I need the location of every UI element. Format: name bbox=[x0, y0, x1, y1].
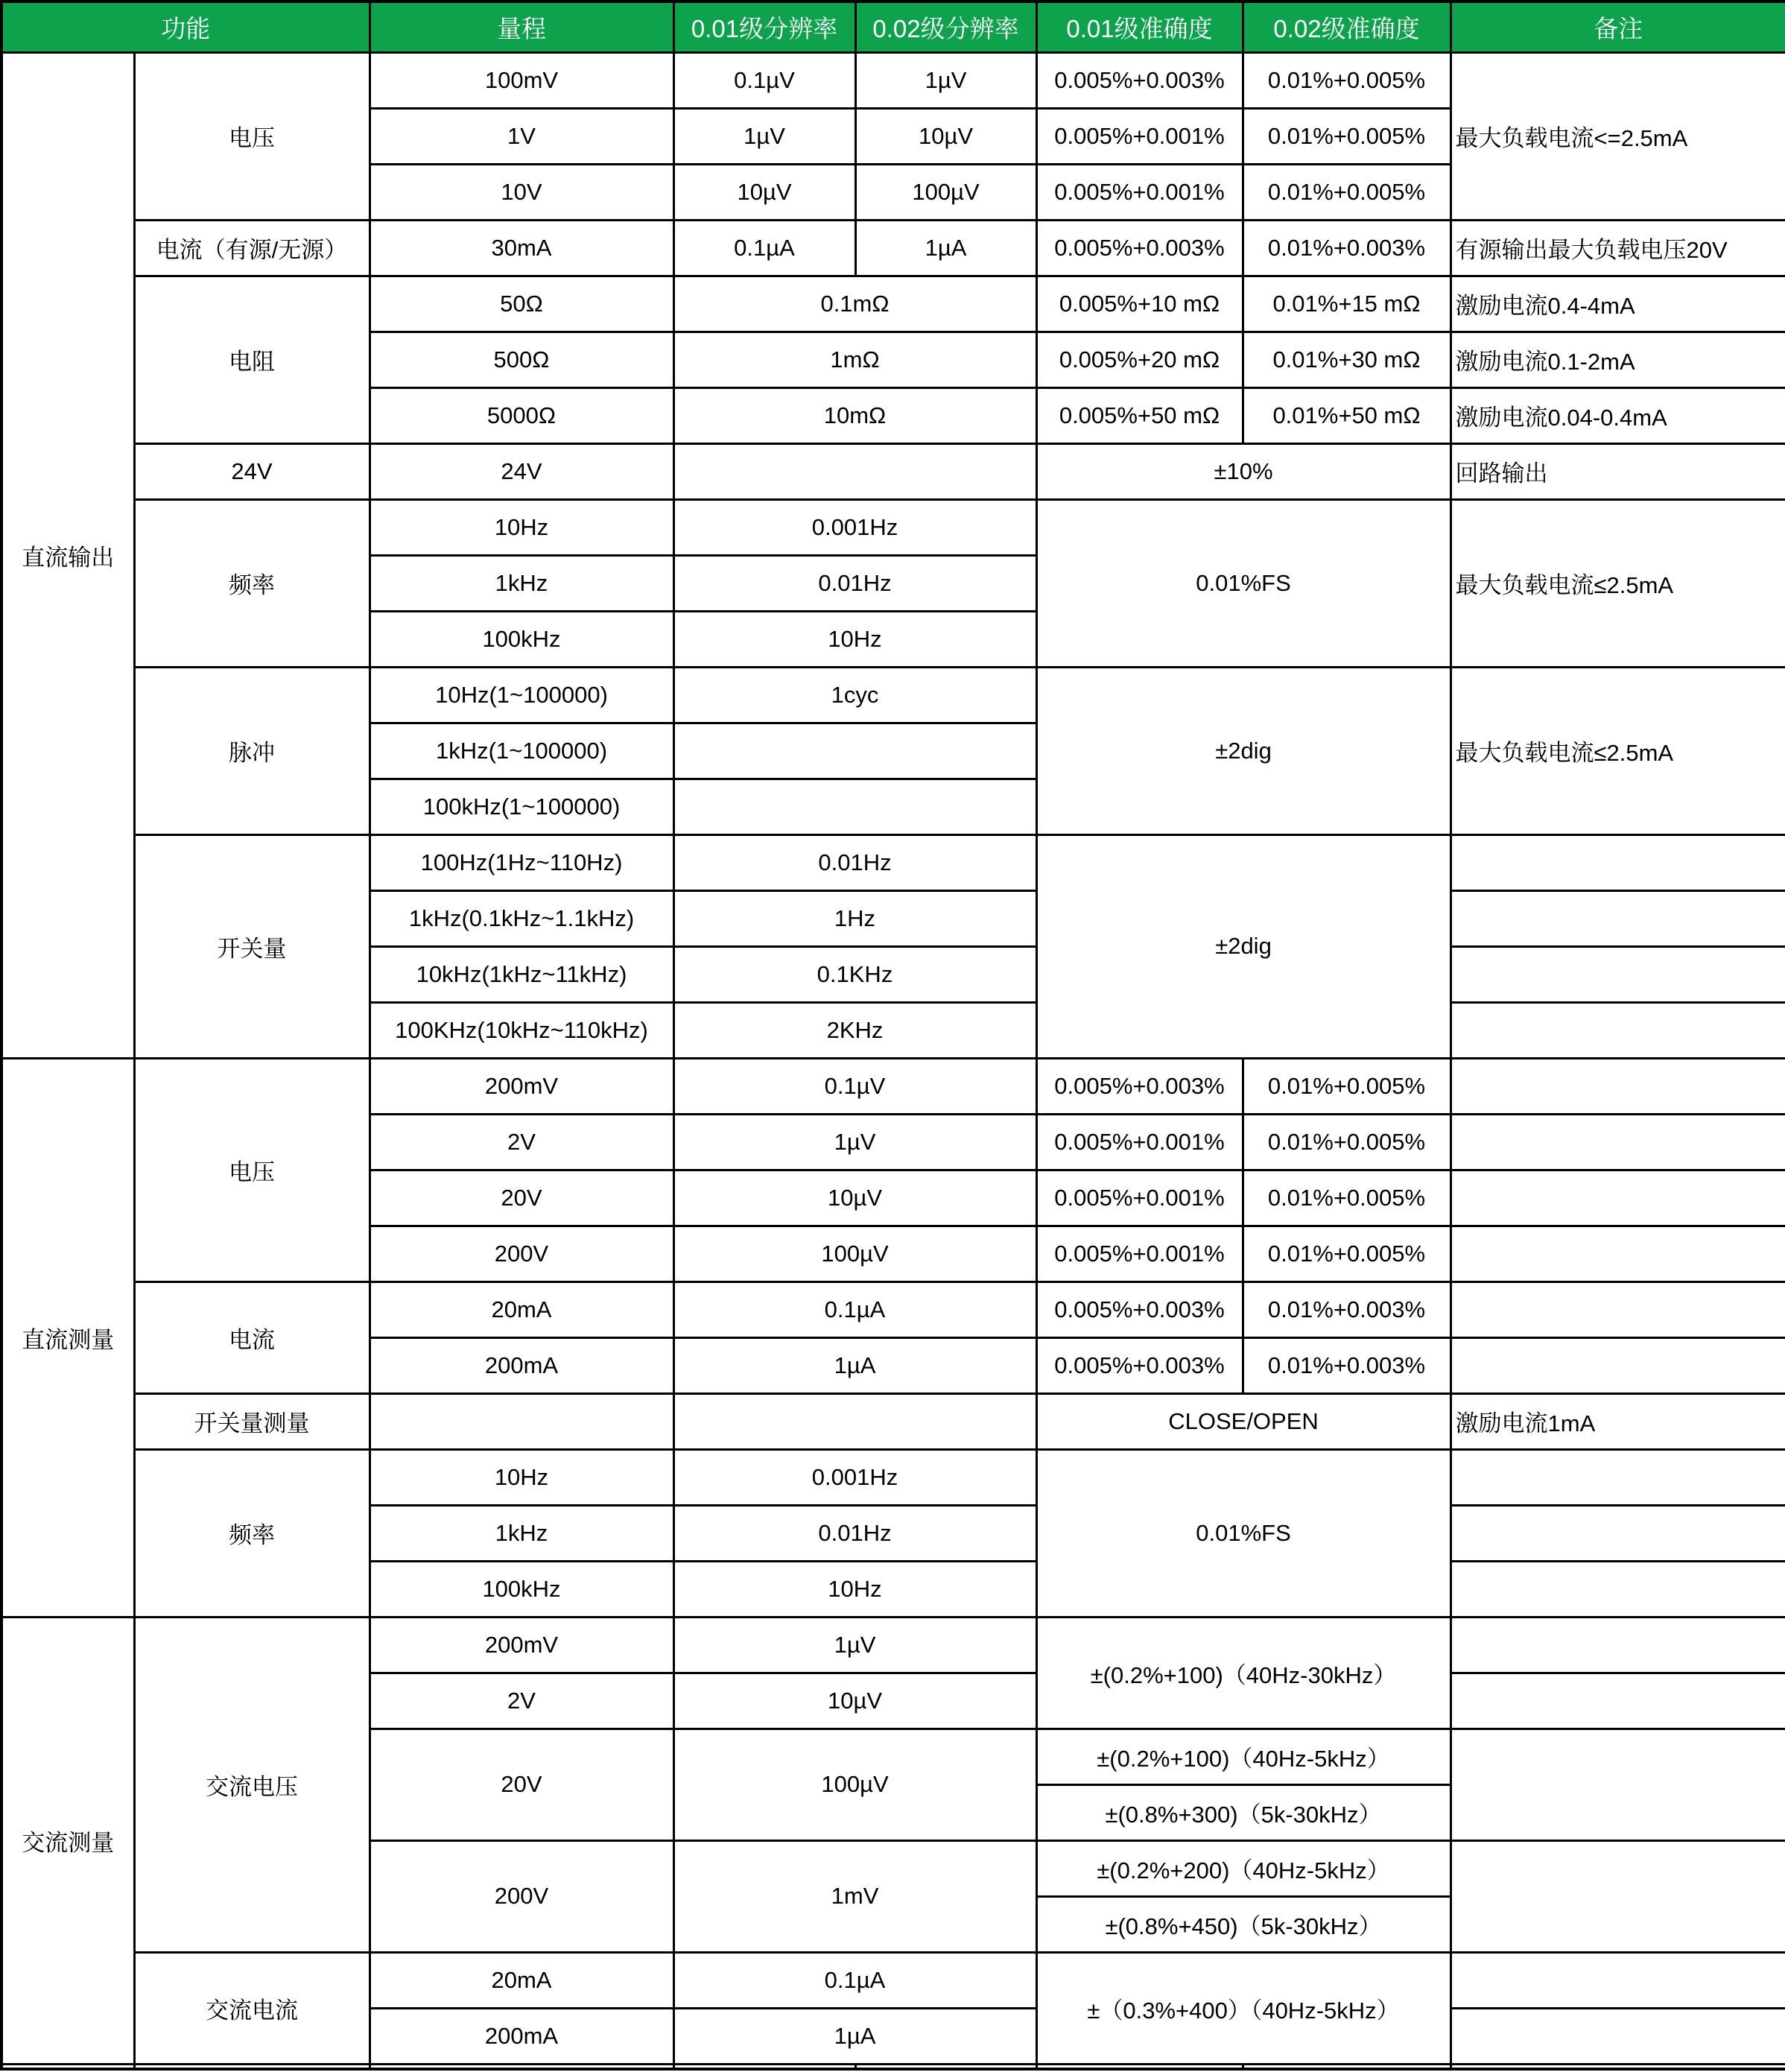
table-cell: CLOSE/OPEN bbox=[1036, 1393, 1450, 1449]
table-cell: 0.01%+0.005% bbox=[1243, 1226, 1450, 1281]
table-cell: 200mA bbox=[370, 2008, 673, 2064]
table-cell bbox=[1450, 1729, 1785, 1840]
table-cell: 10Hz bbox=[370, 499, 673, 555]
table-cell: 100µV bbox=[673, 1729, 1036, 1840]
table-cell: ±(0.8%+450)（5k-30kHz） bbox=[1036, 1896, 1450, 1952]
table-cell: 0.01%+0.003% bbox=[1243, 1281, 1450, 1337]
table-cell: 10Hz bbox=[673, 1561, 1036, 1617]
table-cell: 0.01Hz bbox=[673, 834, 1036, 890]
table-cell: 0.01%+0.005% bbox=[1243, 164, 1450, 220]
table-row bbox=[1, 667, 1785, 723]
table-cell: 0.01Hz bbox=[673, 1505, 1036, 1561]
table-cell: 24V bbox=[370, 443, 673, 499]
cutoff-cell bbox=[1243, 2064, 1450, 2069]
table-cell: 0.005%+0.003% bbox=[1036, 220, 1243, 276]
table-cell: 10Hz bbox=[370, 1449, 673, 1505]
table-cell: 0.005%+0.001% bbox=[1036, 108, 1243, 164]
table-cell: 0.01%FS bbox=[1036, 1449, 1450, 1617]
table-cell: 1µA bbox=[673, 2008, 1036, 2064]
table-cell: 0.01%+15 mΩ bbox=[1243, 276, 1450, 332]
table-cell: 1kHz bbox=[370, 555, 673, 611]
table-cell: 2V bbox=[370, 1673, 673, 1729]
cutoff-row bbox=[1, 2064, 1785, 2069]
table-body bbox=[1, 52, 1785, 2069]
table-cell: 1V bbox=[370, 108, 673, 164]
table-row bbox=[1, 220, 1785, 276]
table-cell: 0.01%+0.005% bbox=[1243, 108, 1450, 164]
table-cell: ±2dig bbox=[1036, 667, 1450, 834]
table-cell: 激励电流1mA bbox=[1450, 1393, 1785, 1449]
table-cell: 0.01%+50 mΩ bbox=[1243, 387, 1450, 443]
table-cell: 0.1µV bbox=[673, 1058, 1036, 1114]
table-cell bbox=[1450, 1617, 1785, 1673]
table-cell: 1kHz bbox=[370, 1505, 673, 1561]
table-row bbox=[1, 834, 1785, 890]
table-cell: 0.01%+0.005% bbox=[1243, 1114, 1450, 1170]
table-cell bbox=[1450, 1673, 1785, 1729]
table-cell bbox=[1450, 1114, 1785, 1170]
table-cell: 2KHz bbox=[673, 1002, 1036, 1058]
table-row bbox=[1, 1449, 1785, 1505]
table-cell: 0.001Hz bbox=[673, 499, 1036, 555]
table-cell: 1µA bbox=[673, 1337, 1036, 1393]
header-row bbox=[1, 1, 1785, 52]
table-cell: 电压 bbox=[134, 1058, 370, 1281]
table-cell: 电流（有源/无源） bbox=[134, 220, 370, 276]
table-cell bbox=[1450, 890, 1785, 946]
table-cell: 50Ω bbox=[370, 276, 673, 332]
table-cell: 0.01%+0.003% bbox=[1243, 220, 1450, 276]
table-cell: ±10% bbox=[1036, 443, 1450, 499]
table-cell: 有源输出最大负载电压20V bbox=[1450, 220, 1785, 276]
table-cell: 10µV bbox=[673, 1673, 1036, 1729]
table-cell bbox=[1450, 1840, 1785, 1952]
table-cell: 20mA bbox=[370, 1281, 673, 1337]
header-cell: 备注 bbox=[1450, 1, 1785, 52]
table-cell: 脉冲 bbox=[134, 667, 370, 834]
table-cell: 5000Ω bbox=[370, 387, 673, 443]
table-cell: 0.1mΩ bbox=[673, 276, 1036, 332]
table-row bbox=[1, 1281, 1785, 1337]
table-cell bbox=[1450, 1002, 1785, 1058]
table-cell: 10µV bbox=[855, 108, 1036, 164]
table-cell: 100kHz(1~100000) bbox=[370, 779, 673, 834]
table-cell: 0.1µA bbox=[673, 1952, 1036, 2008]
table-cell: 1µV bbox=[673, 1114, 1036, 1170]
table-cell: 10µV bbox=[673, 164, 855, 220]
table-cell bbox=[370, 1393, 673, 1449]
table-cell bbox=[1450, 1449, 1785, 1505]
table-cell: 交流电压 bbox=[134, 1617, 370, 1952]
table-cell: 最大负载电流≤2.5mA bbox=[1450, 667, 1785, 834]
table-cell: 20V bbox=[370, 1729, 673, 1840]
table-cell: ±（0.3%+400）（40Hz-5kHz） bbox=[1036, 1952, 1450, 2064]
table-cell: 0.005%+50 mΩ bbox=[1036, 387, 1243, 443]
table-cell: 100Hz(1Hz~110Hz) bbox=[370, 834, 673, 890]
table-cell: 0.005%+0.001% bbox=[1036, 1170, 1243, 1226]
table-cell bbox=[1450, 1281, 1785, 1337]
table-cell: 激励电流0.1-2mA bbox=[1450, 332, 1785, 387]
table-cell: 直流输出 bbox=[1, 52, 134, 1058]
table-cell: 1cyc bbox=[673, 667, 1036, 723]
table-cell: 100kHz bbox=[370, 1561, 673, 1617]
table-row bbox=[1, 443, 1785, 499]
table-cell: 200V bbox=[370, 1840, 673, 1952]
table-cell: 开关量 bbox=[134, 834, 370, 1058]
table-cell: 10kHz(1kHz~11kHz) bbox=[370, 946, 673, 1002]
table-cell bbox=[1450, 1226, 1785, 1281]
table-cell: 0.005%+0.003% bbox=[1036, 1058, 1243, 1114]
table-cell: 交流测量 bbox=[1, 1617, 134, 2064]
table-cell: 0.1µA bbox=[673, 220, 855, 276]
table-cell bbox=[1450, 1561, 1785, 1617]
table-cell: 0.01%FS bbox=[1036, 499, 1450, 667]
table-cell: 0.005%+0.001% bbox=[1036, 1114, 1243, 1170]
table-cell: 10µV bbox=[673, 1170, 1036, 1226]
table-cell: 10V bbox=[370, 164, 673, 220]
table-cell: 20V bbox=[370, 1170, 673, 1226]
table-cell: 开关量测量 bbox=[134, 1393, 370, 1449]
table-cell bbox=[1450, 946, 1785, 1002]
table-row bbox=[1, 52, 1785, 108]
table-cell bbox=[673, 443, 1036, 499]
table-cell: 1Hz bbox=[673, 890, 1036, 946]
table-cell: 电流 bbox=[134, 1281, 370, 1393]
table-cell: 200V bbox=[370, 1226, 673, 1281]
table-cell: 10mΩ bbox=[673, 387, 1036, 443]
cutoff-cell bbox=[673, 2064, 855, 2069]
table-cell: 30mA bbox=[370, 220, 673, 276]
table-cell: 0.005%+0.003% bbox=[1036, 52, 1243, 108]
table-cell: 0.005%+10 mΩ bbox=[1036, 276, 1243, 332]
table-cell: 直流测量 bbox=[1, 1058, 134, 1617]
table-row bbox=[1, 276, 1785, 332]
table-cell: 200mV bbox=[370, 1058, 673, 1114]
table-cell: 10Hz bbox=[673, 611, 1036, 667]
table-cell: 100KHz(10kHz~110kHz) bbox=[370, 1002, 673, 1058]
table-header bbox=[1, 1, 1785, 52]
cutoff-cell bbox=[1036, 2064, 1243, 2069]
header-cell: 0.01级分辨率 bbox=[673, 1, 855, 52]
header-cell: 量程 bbox=[370, 1, 673, 52]
table-cell: 1µV bbox=[673, 108, 855, 164]
table-cell: 0.1µA bbox=[673, 1281, 1036, 1337]
table-cell: 频率 bbox=[134, 1449, 370, 1617]
table-cell: 100µV bbox=[855, 164, 1036, 220]
table-cell: ±(0.2%+100)（40Hz-5kHz） bbox=[1036, 1729, 1450, 1784]
table-cell bbox=[1450, 1505, 1785, 1561]
table-cell: 200mA bbox=[370, 1337, 673, 1393]
table-cell: ±(0.8%+300)（5k-30kHz） bbox=[1036, 1784, 1450, 1840]
table-cell bbox=[1450, 1058, 1785, 1114]
table-cell: 激励电流0.4-4mA bbox=[1450, 276, 1785, 332]
cutoff-cell bbox=[1, 2064, 134, 2069]
table-cell: 1mΩ bbox=[673, 332, 1036, 387]
table-cell: 2V bbox=[370, 1114, 673, 1170]
table-cell bbox=[1450, 1337, 1785, 1393]
table-cell: 100kHz bbox=[370, 611, 673, 667]
table-cell: 24V bbox=[134, 443, 370, 499]
table-cell: 0.005%+0.001% bbox=[1036, 1226, 1243, 1281]
table-row bbox=[1, 1617, 1785, 1673]
table-cell: 0.001Hz bbox=[673, 1449, 1036, 1505]
cutoff-cell bbox=[855, 2064, 1036, 2069]
table-cell: 0.01%+0.003% bbox=[1243, 1337, 1450, 1393]
table-cell: 最大负载电流<=2.5mA bbox=[1450, 52, 1785, 220]
table-cell: 1µV bbox=[673, 1617, 1036, 1673]
table-row bbox=[1, 499, 1785, 555]
table-cell: 0.005%+0.003% bbox=[1036, 1281, 1243, 1337]
table-cell: 0.01%+30 mΩ bbox=[1243, 332, 1450, 387]
cutoff-cell bbox=[370, 2064, 673, 2069]
table-cell: 100µV bbox=[673, 1226, 1036, 1281]
table-cell: 100mV bbox=[370, 52, 673, 108]
table-cell: 1µV bbox=[855, 52, 1036, 108]
table-cell bbox=[673, 1393, 1036, 1449]
table-cell: 频率 bbox=[134, 499, 370, 667]
table-cell: 1kHz(1~100000) bbox=[370, 723, 673, 779]
table-cell bbox=[673, 723, 1036, 779]
table-cell bbox=[673, 779, 1036, 834]
table-cell: 最大负载电流≤2.5mA bbox=[1450, 499, 1785, 667]
table-cell: 0.005%+0.003% bbox=[1036, 1337, 1243, 1393]
table-cell: 500Ω bbox=[370, 332, 673, 387]
table-cell: 10Hz(1~100000) bbox=[370, 667, 673, 723]
table-cell: 激励电流0.04-0.4mA bbox=[1450, 387, 1785, 443]
header-cell: 0.02级准确度 bbox=[1243, 1, 1450, 52]
table-cell: ±2dig bbox=[1036, 834, 1450, 1058]
cutoff-cell bbox=[134, 2064, 370, 2069]
table-cell: 交流电流 bbox=[134, 1952, 370, 2064]
header-cell: 0.01级准确度 bbox=[1036, 1, 1243, 52]
table-cell bbox=[1450, 1170, 1785, 1226]
table-cell: 1µA bbox=[855, 220, 1036, 276]
table-row bbox=[1, 1393, 1785, 1449]
table-cell: 0.01%+0.005% bbox=[1243, 52, 1450, 108]
table-cell: 0.01Hz bbox=[673, 555, 1036, 611]
table-cell: 电压 bbox=[134, 52, 370, 220]
table-row bbox=[1, 1952, 1785, 2008]
table-cell: 0.005%+20 mΩ bbox=[1036, 332, 1243, 387]
table-cell: 0.1µV bbox=[673, 52, 855, 108]
cutoff-cell bbox=[1450, 2064, 1785, 2069]
table-cell: 200mV bbox=[370, 1617, 673, 1673]
table-cell: 20mA bbox=[370, 1952, 673, 2008]
table-cell: ±(0.2%+100)（40Hz-30kHz） bbox=[1036, 1617, 1450, 1729]
table-cell: 1mV bbox=[673, 1840, 1036, 1952]
table-cell: 0.01%+0.005% bbox=[1243, 1170, 1450, 1226]
table-cell: ±(0.2%+200)（40Hz-5kHz） bbox=[1036, 1840, 1450, 1896]
table-cell: 电阻 bbox=[134, 276, 370, 443]
table-cell: 0.1KHz bbox=[673, 946, 1036, 1002]
table-cell: 1kHz(0.1kHz~1.1kHz) bbox=[370, 890, 673, 946]
table-cell bbox=[1450, 834, 1785, 890]
table-row bbox=[1, 1058, 1785, 1114]
table-cell: 0.01%+0.005% bbox=[1243, 1058, 1450, 1114]
header-cell: 0.02级分辨率 bbox=[855, 1, 1036, 52]
table-cell bbox=[1450, 2008, 1785, 2064]
table-cell: 0.005%+0.001% bbox=[1036, 164, 1243, 220]
table-cell: 回路输出 bbox=[1450, 443, 1785, 499]
header-cell: 功能 bbox=[1, 1, 370, 52]
table-cell bbox=[1450, 1952, 1785, 2008]
